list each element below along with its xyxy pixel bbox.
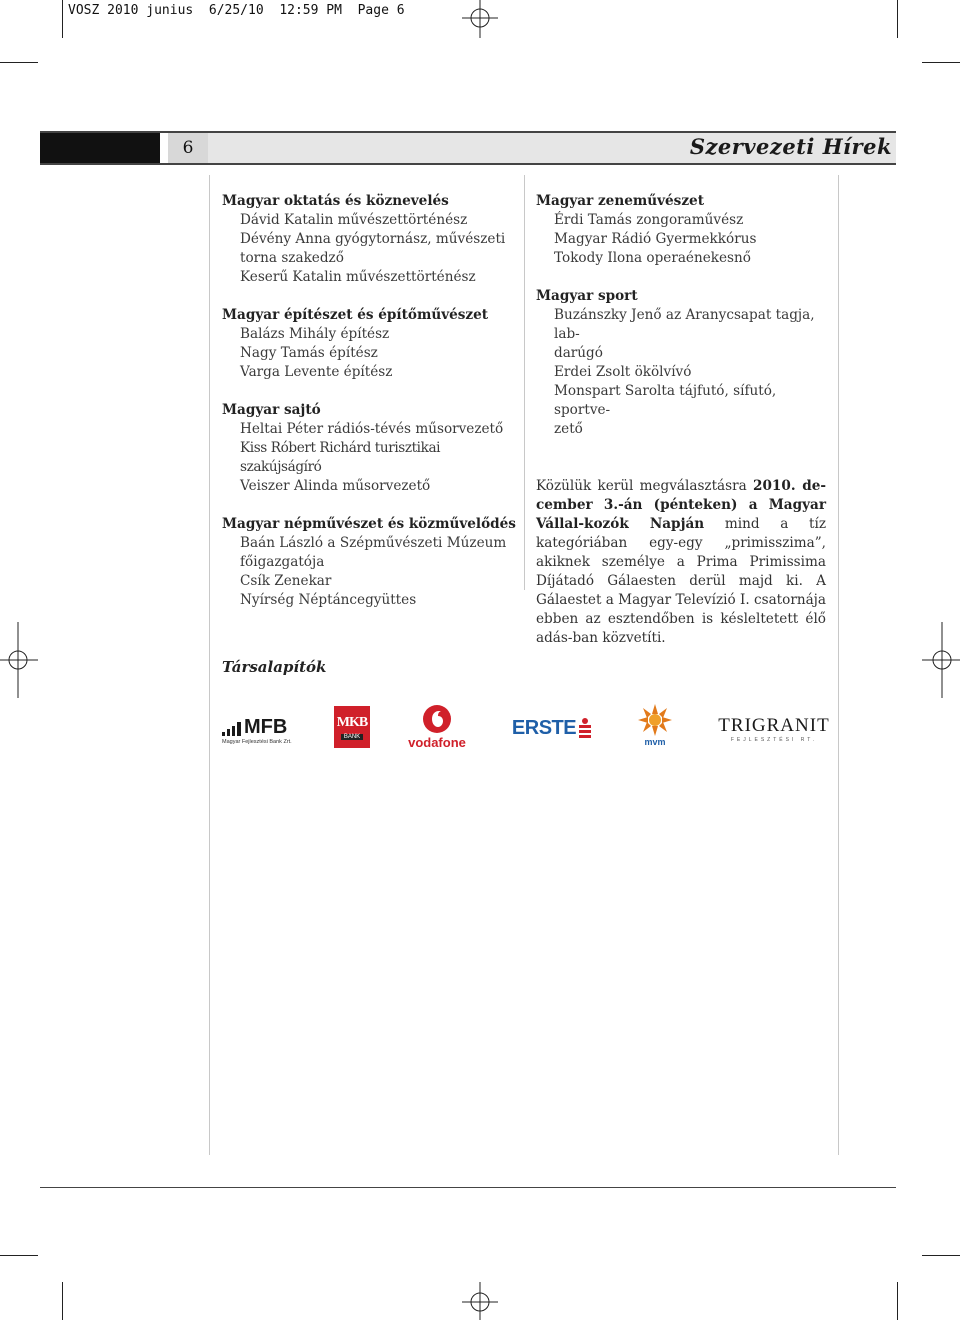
mfb-logo-subtext: Magyar Fejlesztési Bank Zrt. <box>222 738 292 745</box>
nominee: Csík Zenekar <box>240 573 332 589</box>
paragraph-text: Közülük kerül megválasztásra <box>536 478 753 494</box>
nominee: darúgó <box>554 345 603 361</box>
trigranit-logo <box>718 714 830 744</box>
nominee: Monspart Sarolta tájfutó, sífutó, sportve- <box>554 383 777 418</box>
paragraph-text: mind a tíz kategóriában egy-egy „primisszima”, akiknek személye a Prima Primissima Díjátadó Gálaesten derül majd ki. A Gálaestet a Magyar Televízió I. csatornája ebben az esztendőben is késleltetett élő adás-ban közvetíti. <box>536 516 827 646</box>
registration-mark-icon <box>0 622 40 698</box>
bottom-rule <box>40 1187 896 1188</box>
nominee: Veiszer Alinda műsorvezető <box>240 478 431 494</box>
nominee: Dévény Anna gyógytornász, művészeti <box>240 231 506 247</box>
registration-mark-icon <box>920 622 960 698</box>
right-margin-line <box>838 175 839 1155</box>
mvm-sun-icon <box>634 704 676 736</box>
print-slug: VOSZ 2010 junius 6/25/10 12:59 PM Page 6 <box>68 3 405 18</box>
trigranit-logo-text: TRIGRANIT <box>718 715 830 736</box>
crop-mark <box>62 0 63 38</box>
nominee: torna szakedző <box>240 250 344 266</box>
category-heading: Magyar népművészet és közművelődés <box>222 516 516 532</box>
announcement-paragraph <box>536 477 826 648</box>
left-margin-line <box>209 175 210 1155</box>
nominee: Erdei Zsolt ökölvívó <box>554 364 692 380</box>
mfb-logo-text: MFB <box>244 715 288 738</box>
vodafone-speechmark-icon <box>422 704 452 734</box>
nominee: Baán László a Szépművészeti Múzeum <box>240 535 507 551</box>
nominee: Varga Levente építész <box>240 364 393 380</box>
nominee: Magyar Rádió Gyermekkórus <box>554 231 757 247</box>
nominee: főigazgatója <box>240 554 325 570</box>
category-heading: Magyar zeneművészet <box>536 193 704 209</box>
crop-mark <box>922 62 960 63</box>
crop-mark <box>0 1255 38 1256</box>
page-number: 6 <box>168 133 208 163</box>
mkb-logo-subtext: BANK <box>341 734 363 740</box>
erste-s-icon <box>578 718 592 738</box>
nominee: Keserű Katalin művészettörténész <box>240 269 476 285</box>
vodafone-logo <box>402 704 472 750</box>
mkb-logo <box>334 706 370 748</box>
nominee: Nyírség Néptáncegyüttes <box>240 592 417 608</box>
header-black-block <box>40 133 160 163</box>
registration-mark-icon <box>460 0 500 40</box>
mvm-logo <box>632 702 678 748</box>
nominee: Dávid Katalin művészettörténész <box>240 212 468 228</box>
category-heading: Magyar építészet és építőművészet <box>222 307 489 323</box>
nominee: Érdi Tamás zongoraművész <box>554 212 744 228</box>
left-column <box>222 192 522 610</box>
erste-logo <box>510 714 594 742</box>
category-heading: Magyar sport <box>536 288 638 304</box>
mfb-logo <box>222 712 302 750</box>
nominee: Balázs Mihály építész <box>240 326 390 342</box>
erste-logo-text: ERSTE <box>511 716 577 739</box>
crop-mark <box>922 1255 960 1256</box>
category-heading: Magyar oktatás és köznevelés <box>222 193 449 209</box>
nominee: zető <box>554 421 583 437</box>
nominee: Tokody Ilona operaénekesnő <box>554 250 751 266</box>
crop-mark <box>897 1282 898 1320</box>
nominee: Nagy Tamás építész <box>240 345 378 361</box>
mkb-logo-text: MKB <box>336 714 368 730</box>
partners-title: Társalapítók <box>222 658 327 676</box>
crop-mark <box>62 1282 63 1320</box>
paragraph-emphasis: 2010. de-cember 3.-án (pénteken) a Magyar Vállal-kozók Napján <box>536 478 826 532</box>
nominee: Kiss Róbert Richárd turisztikai szakújságíró <box>240 440 441 475</box>
crop-mark <box>897 0 898 38</box>
mvm-logo-text: mvm <box>644 736 666 747</box>
column-divider <box>524 175 525 590</box>
nominee: Heltai Péter rádiós-tévés műsorvezető <box>240 421 504 437</box>
vodafone-logo-text: vodafone <box>408 735 466 750</box>
trigranit-logo-subtext: FEJLESZTÉSI RT. <box>730 737 818 743</box>
nominee: Buzánszky Jenő az Aranycsapat tagja, lab- <box>554 307 815 342</box>
crop-mark <box>0 62 38 63</box>
right-column <box>536 192 828 648</box>
registration-mark-icon <box>460 1280 500 1320</box>
section-title: Szervezeti Hírek <box>689 134 892 159</box>
signal-bars-icon <box>222 720 244 736</box>
category-heading: Magyar sajtó <box>222 402 321 418</box>
